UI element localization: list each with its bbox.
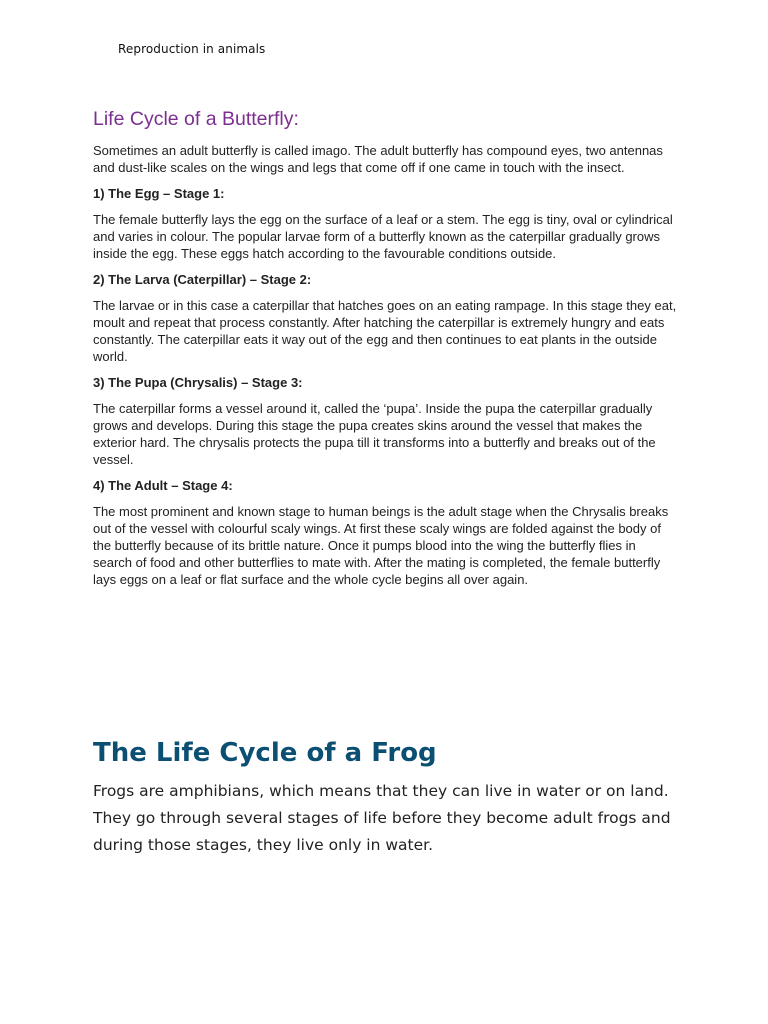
stage-heading-larva: 2) The Larva (Caterpillar) – Stage 2: (93, 272, 312, 287)
frog-text: Frogs are amphibians, which means that they can live in water or on land. They go through several stages of life before they become adult frogs and during those stages, they live only in water. (93, 782, 671, 854)
frog-section (93, 734, 693, 859)
stage-heading-pupa: 3) The Pupa (Chrysalis) – Stage 3: (93, 375, 303, 390)
stage-text-larva: The larvae or in this case a caterpillar that hatches goes on an eating rampage. In this stage they eat, moult and repeat that process constantly. After hatching the caterpillar is extremely hungry and eats constantly. The caterpillar eats it way out of the egg and then continues to eat plants in the outside world. (93, 298, 677, 364)
frog-title: The Life Cycle of a Frog (93, 738, 437, 768)
stage-text-pupa: The caterpillar forms a vessel around it, called the ‘pupa’. Inside the pupa the caterpillar gradually grows and develops. During this stage the pupa creates skins around the vessel that makes the exterior hard. The chrysalis protects the pupa till it transforms into a butterfly and breaks out of the vessel. (93, 401, 656, 467)
stage-text-adult: The most prominent and known stage to human beings is the adult stage when the Chrysalis breaks out of the vessel with colourful scaly wings. At first these scaly wings are folded against the body of the butterfly because of its brittle nature. Once it pumps blood into the wing the butterfly flies in search of food and other butterflies to mate with. After the mating is completed, the female butterfly lays eggs on a leaf or flat surface and the whole cycle begins all over again. (93, 504, 669, 587)
page-header: Reproduction in animals (118, 42, 266, 56)
butterfly-title: Life Cycle of a Butterfly: (93, 108, 299, 130)
butterfly-intro: Sometimes an adult butterfly is called imago. The adult butterfly has compound eyes, two antennas and dust-like scales on the wings and legs that come off if one came in touch with the insect. (93, 143, 663, 175)
stage-heading-egg: 1) The Egg – Stage 1: (93, 186, 225, 201)
butterfly-section (93, 106, 678, 597)
stage-heading-adult: 4) The Adult – Stage 4: (93, 478, 233, 493)
stage-text-egg: The female butterfly lays the egg on the surface of a leaf or a stem. The egg is tiny, oval or cylindrical and varies in colour. The popular larvae form of a butterfly known as the caterpillar gradually grows inside the egg. These eggs hatch according to the favourable conditions outside. (93, 212, 673, 261)
